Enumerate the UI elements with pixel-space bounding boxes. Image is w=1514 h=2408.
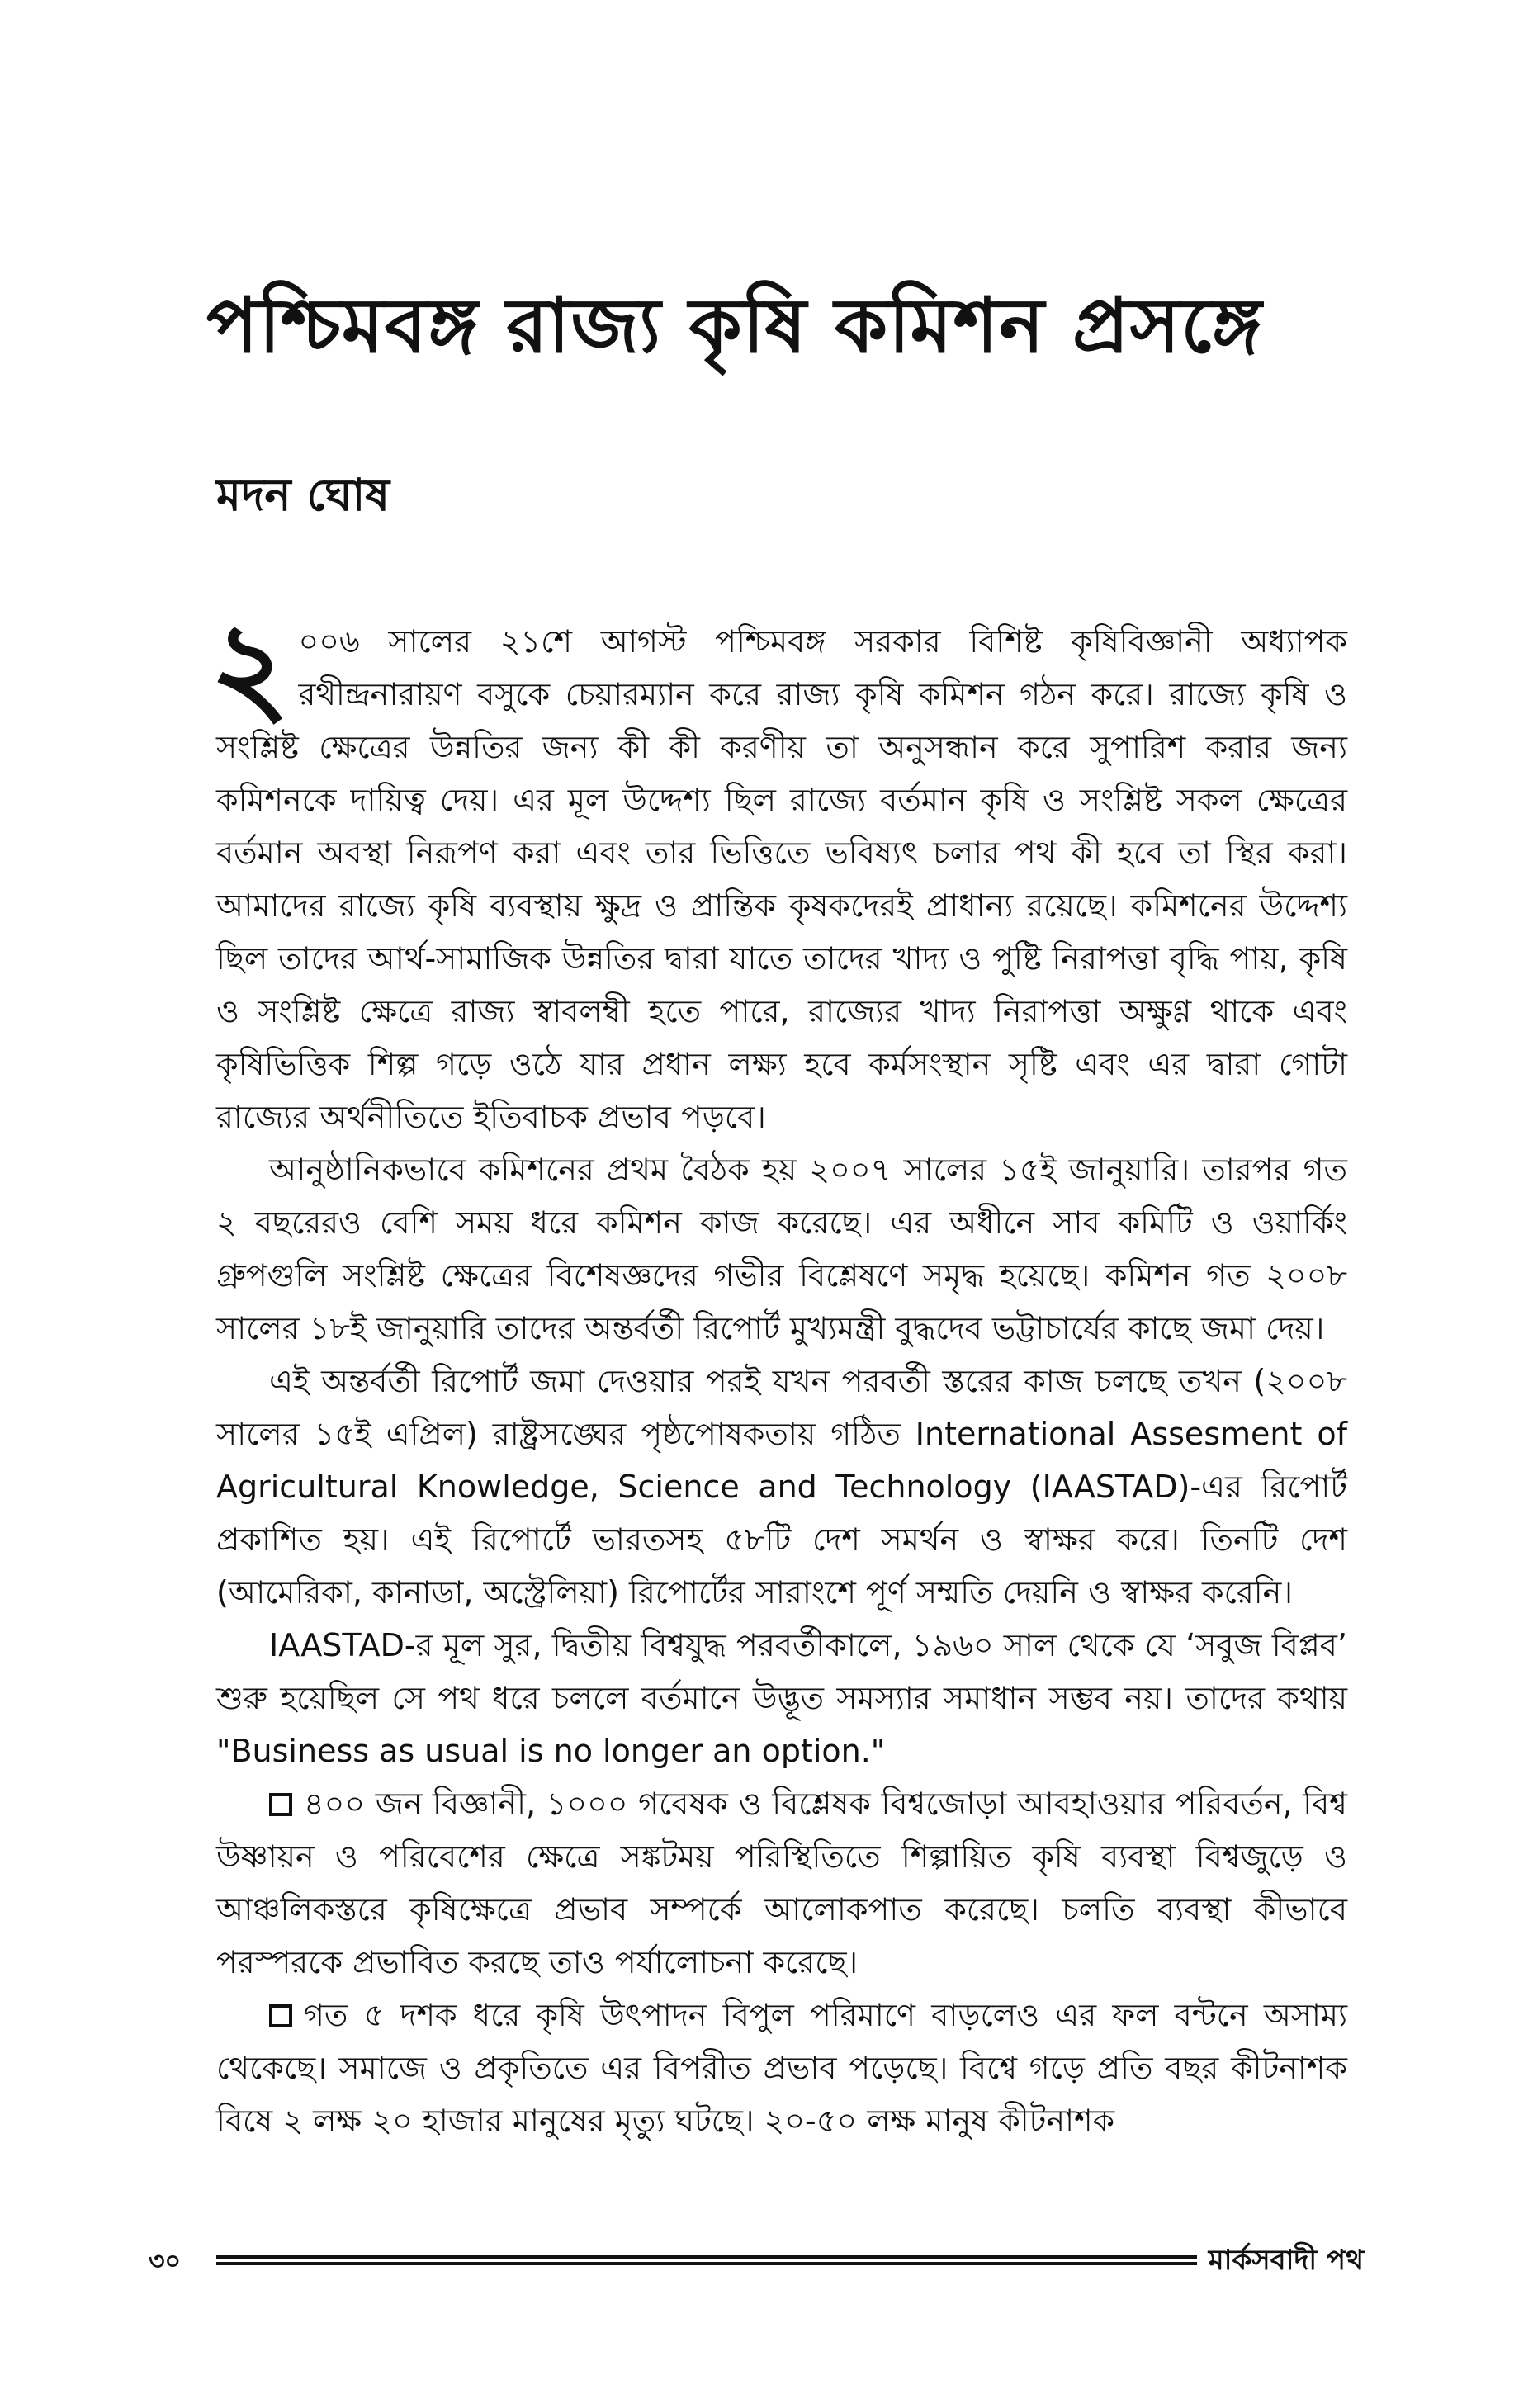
paragraph-2: আনুষ্ঠানিকভাবে কমিশনের প্রথম বৈঠক হয় ২০০৭ সালের ১৫ই জানুয়ারি। তারপর গত ২ বছরেরও বেশি সময় ধরে কমিশন কাজ করেছে। এর অধীনে সাব কমিটি ও ওয়ার্কিং গ্রুপগুলি সংশ্লিষ্ট ক্ষেত্রের বিশেষজ্ঞদের গভীর বিশ্লেষণে সমৃদ্ধ হয়েছে। কমিশন গত ২০০৮ সালের ১৮ই জানুয়ারি তাদের অন্তর্বর্তী রিপোর্ট মুখ্যমন্ত্রী বুদ্ধদেব ভট্টাচার্যের কাছে জমা দেয়। [216, 1152, 1347, 1346]
bullet-item-1-text: ৪০০ জন বিজ্ঞানী, ১০০০ গবেষক ও বিশ্লেষক বিশ্বজোড়া আবহাওয়ার পরিবর্তন, বিশ্ব উষ্ণায়ন ও পরিবেশের ক্ষেত্রে সঙ্কটময় পরিস্থিতিতে শিল্পায়িত কৃষি ব্যবস্থা বিশ্বজুড়ে ও আঞ্চলিকস্তরে কৃষিক্ষেত্রে প্রভাব সম্পর্কে আলোকপাত করেছে। চলতি ব্যবস্থা কীভাবে পরস্পরকে প্রভাবিত করছে তাও পর্যালোচনা করেছে। [216, 1786, 1347, 1980]
page-footer [149, 2237, 1364, 2287]
paragraph-1-text: ০০৬ সালের ২১শে আগস্ট পশ্চিমবঙ্গ সরকার বিশিষ্ট কৃষিবিজ্ঞানী অধ্যাপক রথীন্দ্রনারায়ণ বসুকে চেয়ারম্যান করে রাজ্য কৃষি কমিশন গঠন করে। রাজ্যে কৃষি ও সংশ্লিষ্ট ক্ষেত্রের উন্নতির জন্য কী কী করণীয় তা অনুসন্ধান করে সুপারিশ করার জন্য কমিশনকে দায়িত্ব দেয়। এর মূল উদ্দেশ্য ছিল রাজ্যে বর্তমান কৃষি ও সংশ্লিষ্ট সকল ক্ষেত্রের বর্তমান অবস্থা নিরূপণ করা এবং তার ভিত্তিতে ভবিষ্যৎ চলার পথ কী হবে তা স্থির করা। আমাদের রাজ্যে কৃষি ব্যবস্থায় ক্ষুদ্র ও প্রান্তিক কৃষকদেরই প্রাধান্য রয়েছে। কমিশনের উদ্দেশ্য ছিল তাদের আর্থ-সামাজিক উন্নতির দ্বারা যাতে তাদের খাদ্য ও পুষ্টি নিরাপত্তা বৃদ্ধি পায়, কৃষি ও সংশ্লিষ্ট ক্ষেত্রে রাজ্য স্বাবলম্বী হতে পারে, রাজ্যের খাদ্য নিরাপত্তা অক্ষুণ্ণ থাকে এবং কৃষিভিত্তিক শিল্প গড়ে ওঠে যার প্রধান লক্ষ্য হবে কর্মসংস্থান সৃষ্টি এবং এর দ্বারা গোটা রাজ্যের অর্থনীতিতে ইতিবাচক প্রভাব পড়বে। [216, 623, 1347, 1135]
page-number: ৩০ [149, 2247, 182, 2276]
drop-cap: ২ [210, 596, 291, 740]
bullet-item-1 [216, 1777, 1347, 1989]
bullet-item-2-text: গত ৫ দশক ধরে কৃষি উৎপাদন বিপুল পরিমাণে বাড়লেও এর ফল বন্টনে অসাম্য থেকেছে। সমাজে ও প্রকৃতিতে এর বিপরীত প্রভাব পড়েছে। বিশ্বে গড়ে প্রতি বছর কীটনাশক বিষে ২ লক্ষ ২০ হাজার মানুষের মৃত্যু ঘটছে। ২০-৫০ লক্ষ মানুষ কীটনাশক [216, 1997, 1347, 2139]
checkbox-bullet-icon [269, 1793, 292, 1816]
author-name: মদন ঘোষ [216, 469, 390, 521]
paragraph-4: IAASTAD-র মূল সুর, দ্বিতীয় বিশ্বযুদ্ধ পরবর্তীকালে, ১৯৬০ সাল থেকে যে ‘সবুজ বিপ্লব’ শুরু হয়েছিল সে পথ ধরে চললে বর্তমানে উদ্ভূত সমস্যার সমাধান সম্ভব নয়। তাদের কথায় "Business as usual is no longer an option." [216, 1627, 1347, 1769]
article-body [210, 596, 1347, 2147]
paragraph-1 [210, 596, 1347, 1143]
journal-name: মার্কসবাদী পথ [1197, 2235, 1364, 2285]
bullet-item-2 [216, 1989, 1347, 2147]
paragraph-3: এই অন্তর্বর্তী রিপোর্ট জমা দেওয়ার পরই যখন পরবর্তী স্তরের কাজ চলছে তখন (২০০৮ সালের ১৫ই এপ্রিল) রাষ্ট্রসঙ্ঘের পৃষ্ঠপোষকতায় গঠিত International Assesment of Agricultural Knowledge, Science and Technology (IAASTAD)-এর রিপোর্ট প্রকাশিত হয়। এই রিপোর্টে ভারতসহ ৫৮টি দেশ সমর্থন ও স্বাক্ষর করে। তিনটি দেশ (আমেরিকা, কানাডা, অস্ট্রেলিয়া) রিপোর্টের সারাংশে পূর্ণ সম্মতি দেয়নি ও স্বাক্ষর করেনি। [216, 1363, 1347, 1611]
checkbox-bullet-icon [269, 2004, 292, 2027]
footer-divider [216, 2255, 1314, 2265]
article-title: পশ্চিমবঙ্গ রাজ্য কৃষি কমিশন প্রসঙ্গে [206, 281, 1263, 370]
